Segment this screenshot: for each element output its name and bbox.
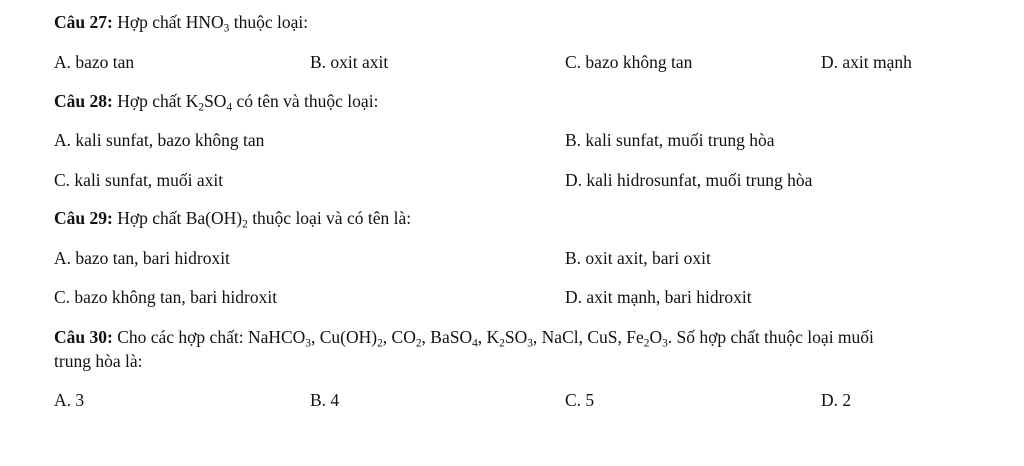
question-30-label: Câu 30: bbox=[54, 327, 113, 347]
question-29-stem bbox=[54, 207, 411, 229]
q27-option-a[interactable]: A. bazo tan bbox=[54, 52, 135, 72]
q30-stem-line2: trung hòa là: bbox=[54, 351, 143, 371]
q27-stem-text: Hợp chất $HNO_3$ thuộc loại: bbox=[117, 12, 309, 35]
q28-stem-text: Hợp chất $K_2SO_4$ có tên và thuộc loại: bbox=[117, 91, 379, 114]
q27-option-b[interactable]: B. oxit axit bbox=[310, 52, 389, 72]
q28-option-d[interactable]: D. kali hidrosunfat, muối trung hòa bbox=[565, 170, 813, 190]
q29-stem-text: Hợp chất $Ba(OH)_2$ thuộc loại và có tên là: bbox=[117, 208, 412, 231]
q30-option-c[interactable]: C. 5 bbox=[565, 390, 595, 410]
question-29-label: Câu 29: bbox=[54, 208, 113, 228]
q28-option-b[interactable]: B. kali sunfat, muối trung hòa bbox=[565, 130, 775, 150]
q27-option-c[interactable]: C. bazo không tan bbox=[565, 52, 693, 72]
question-27-label: Câu 27: bbox=[54, 12, 113, 32]
q30-stem-text: Cho các hợp chất: NaHCO$_3$, $Cu(OH)_2$, $CO_2$, BaSO$_4$, $K_2SO_3$, NaCl, CuS, $Fe_2O_3$. Số hợp chất thuộc loại muối bbox=[112, 327, 874, 350]
question-27-stem bbox=[54, 11, 308, 33]
question-28-label: Câu 28: bbox=[54, 91, 113, 111]
q29-option-c[interactable]: C. bazo không tan, bari hidroxit bbox=[54, 287, 278, 307]
q30-option-d[interactable]: D. 2 bbox=[821, 390, 852, 410]
q30-option-b[interactable]: B. 4 bbox=[310, 390, 340, 410]
q28-option-a[interactable]: A. kali sunfat, bazo không tan bbox=[54, 130, 265, 150]
q28-option-c[interactable]: C. kali sunfat, muối axit bbox=[54, 170, 224, 190]
q30-option-a[interactable]: A. 3 bbox=[54, 390, 85, 410]
question-30-stem bbox=[54, 326, 874, 348]
q27-option-d[interactable]: D. axit mạnh bbox=[821, 52, 912, 72]
question-28-stem bbox=[54, 90, 378, 112]
q29-option-b[interactable]: B. oxit axit, bari oxit bbox=[565, 248, 711, 268]
q29-option-a[interactable]: A. bazo tan, bari hidroxit bbox=[54, 248, 230, 268]
q29-option-d[interactable]: D. axit mạnh, bari hidroxit bbox=[565, 287, 752, 307]
